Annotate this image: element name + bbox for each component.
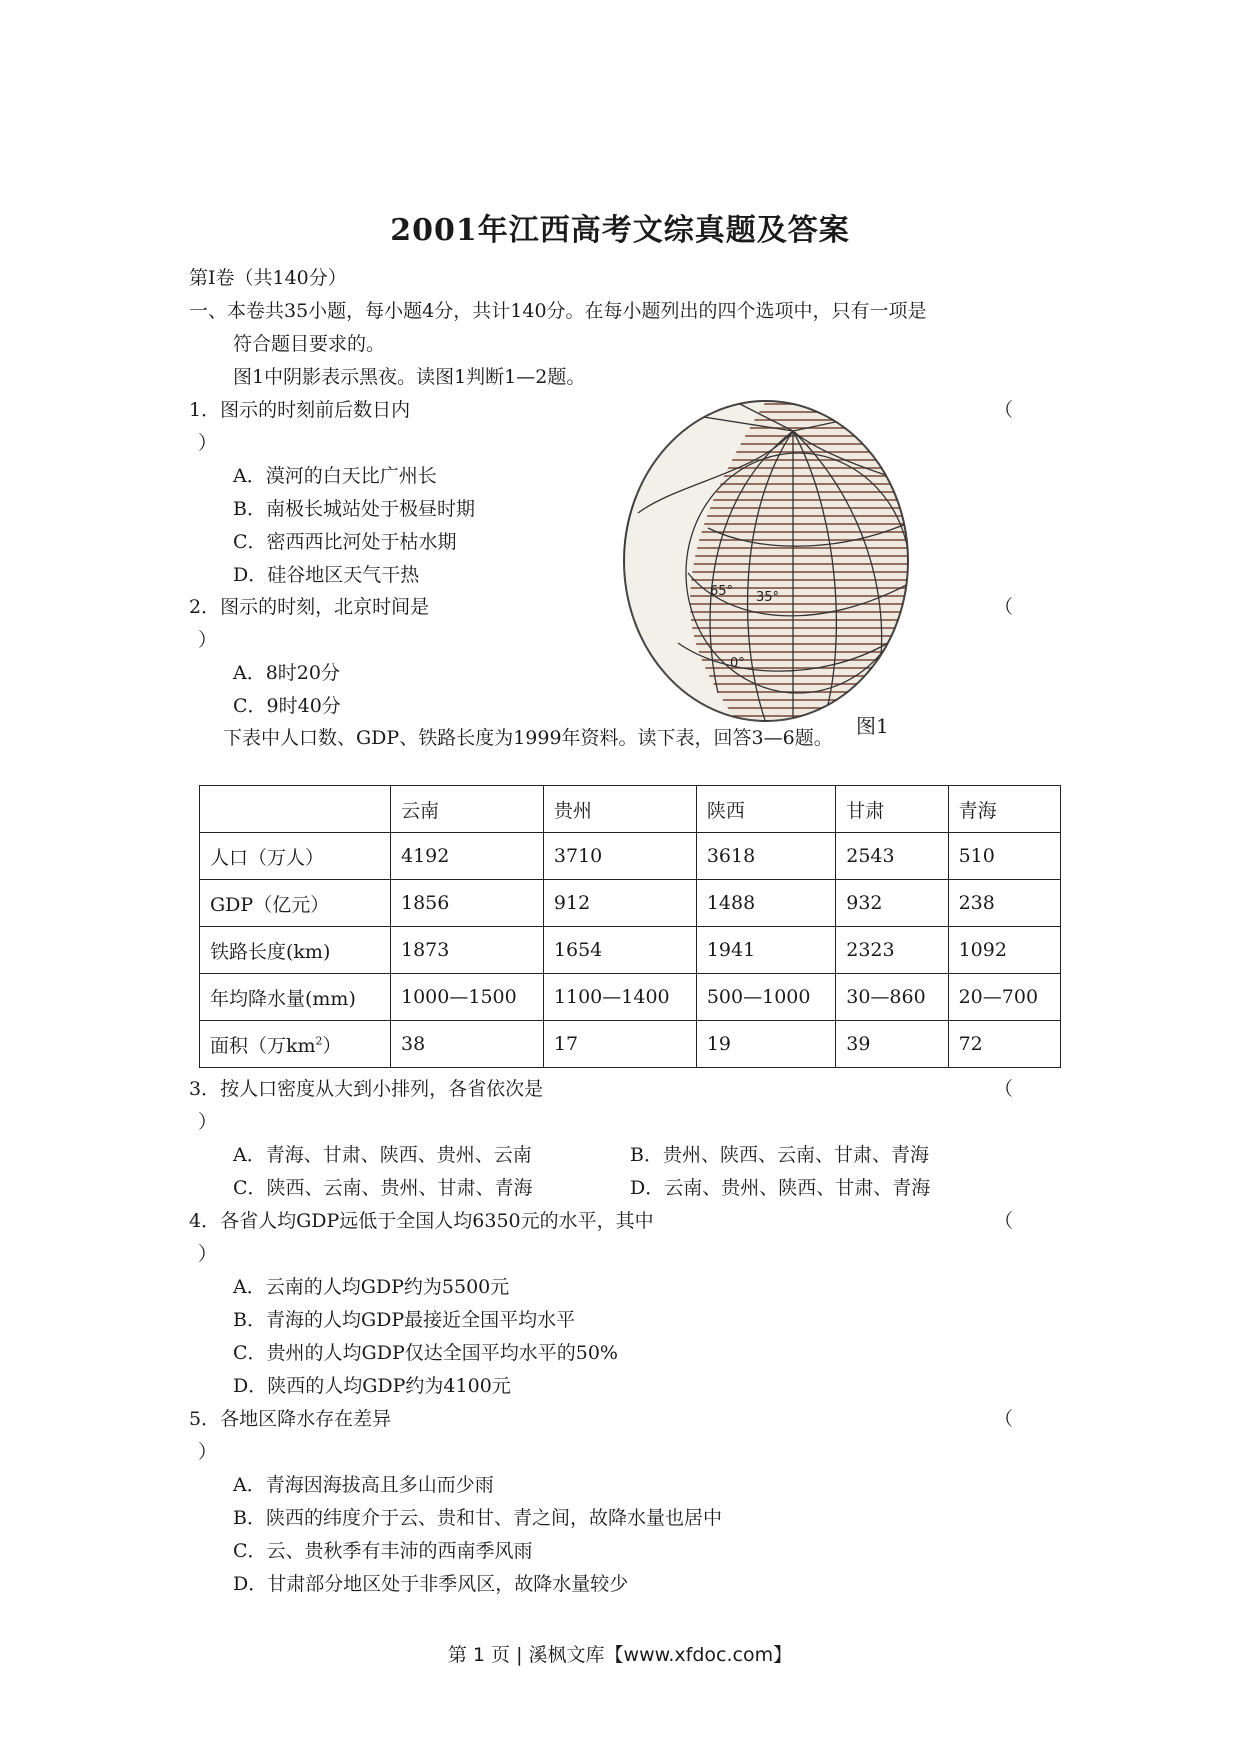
table-cell: 1000—1500 xyxy=(391,974,544,1021)
table-cell: 1941 xyxy=(696,927,835,974)
table-cell: 39 xyxy=(836,1021,948,1068)
q3-answer-paren-open: （ xyxy=(994,1078,1014,1100)
q5-option-d: D．甘肃部分地区处于非季风区，故降水量较少 xyxy=(233,1573,629,1595)
q4-option-c: C．贵州的人均GDP仅达全国平均水平的50% xyxy=(233,1342,618,1364)
area-label-close: ） xyxy=(322,1034,342,1057)
table-cell: 1100—1400 xyxy=(543,974,696,1021)
q5-option-b: B．陕西的纬度介于云、贵和甘、青之间，故降水量也居中 xyxy=(233,1507,722,1529)
q4-answer-paren-open: （ xyxy=(994,1210,1014,1232)
section-header: 第Ⅰ卷（共140分） xyxy=(189,267,347,289)
page-title: 2001年江西高考文综真题及答案 xyxy=(390,213,850,248)
q5-answer-paren-close: ） xyxy=(198,1441,218,1463)
q3-stem: 3．按人口密度从大到小排列，各省依次是 xyxy=(189,1078,544,1100)
table-cell: 20—700 xyxy=(948,974,1060,1021)
q3-option-b: B．贵州、陕西、云南、甘肃、青海 xyxy=(630,1144,929,1166)
q1-option-c: C．密西西比河处于枯水期 xyxy=(233,531,457,553)
table-cell xyxy=(200,1021,391,1068)
table-intro: 下表中人口数、GDP、铁路长度为1999年资料。读下表，回答3—6题。 xyxy=(223,727,833,749)
table-cell: 19 xyxy=(696,1021,835,1068)
table-cell: 4192 xyxy=(391,833,544,880)
q1-answer-paren-close: ） xyxy=(198,432,218,454)
q4-option-a: A．云南的人均GDP约为5500元 xyxy=(233,1276,510,1298)
table-row xyxy=(200,927,1061,974)
table-cell: 3710 xyxy=(543,833,696,880)
table-header-cell: 甘肃 xyxy=(836,786,948,833)
q3-option-d: D．云南、贵州、陕西、甘肃、青海 xyxy=(630,1177,931,1199)
table-header-cell: 贵州 xyxy=(543,786,696,833)
q5-stem: 5．各地区降水存在差异 xyxy=(189,1408,392,1430)
area-unit-superscript: 2 xyxy=(315,1034,323,1048)
q1-option-d: D．硅谷地区天气干热 xyxy=(233,564,420,586)
q5-answer-paren-open: （ xyxy=(994,1408,1014,1430)
figure-intro: 图1中阴影表示黑夜。读图1判断1—2题。 xyxy=(233,366,586,388)
table-row xyxy=(200,974,1061,1021)
instruction-line-1: 一、本卷共35小题，每小题4分，共计140分。在每小题列出的四个选项中，只有一项是 xyxy=(189,300,927,322)
table-row xyxy=(200,833,1061,880)
q4-stem: 4．各省人均GDP远低于全国人均6350元的水平，其中 xyxy=(189,1210,654,1232)
table-cell: 人口（万人） xyxy=(200,833,391,880)
figure-caption: 图1 xyxy=(856,714,889,738)
q2-option-c: C．9时40分 xyxy=(233,695,341,717)
table-cell: 2543 xyxy=(836,833,948,880)
q4-option-d: D．陕西的人均GDP约为4100元 xyxy=(233,1375,511,1397)
table-header-cell: 青海 xyxy=(948,786,1060,833)
table-row xyxy=(200,880,1061,927)
q3-option-a: A．青海、甘肃、陕西、贵州、云南 xyxy=(233,1144,532,1166)
table-header-cell: 云南 xyxy=(391,786,544,833)
label-0: 0° xyxy=(730,656,745,671)
label-35: 35° xyxy=(756,590,780,605)
q2-answer-paren-open: （ xyxy=(994,596,1014,618)
table-cell: 1092 xyxy=(948,927,1060,974)
province-data-table xyxy=(199,785,1061,1068)
q2-option-a: A．8时20分 xyxy=(233,662,340,684)
q2-answer-paren-close: ） xyxy=(198,629,218,651)
table-cell: 3618 xyxy=(696,833,835,880)
table-cell: 铁路长度(km) xyxy=(200,927,391,974)
table-cell: 1856 xyxy=(391,880,544,927)
table-cell: 932 xyxy=(836,880,948,927)
q3-option-c: C．陕西、云南、贵州、甘肃、青海 xyxy=(233,1177,533,1199)
table-cell: 30—860 xyxy=(836,974,948,1021)
instruction-line-2: 符合题目要求的。 xyxy=(233,333,386,355)
q1-stem: 1．图示的时刻前后数日内 xyxy=(189,399,411,421)
q2-stem: 2．图示的时刻，北京时间是 xyxy=(189,596,430,618)
table-cell: 912 xyxy=(543,880,696,927)
table-cell: 1873 xyxy=(391,927,544,974)
table-row xyxy=(200,1021,1061,1068)
table-cell: 72 xyxy=(948,1021,1060,1068)
q3-answer-paren-close: ） xyxy=(198,1111,218,1133)
table-cell: 1488 xyxy=(696,880,835,927)
table-cell: 238 xyxy=(948,880,1060,927)
table-header-cell xyxy=(200,786,391,833)
table-cell: 2323 xyxy=(836,927,948,974)
table-header-row xyxy=(200,786,1061,833)
label-65: 65° xyxy=(710,584,734,599)
table-cell: 年均降水量(mm) xyxy=(200,974,391,1021)
table-cell: 17 xyxy=(543,1021,696,1068)
page-footer: 第 1 页 | 溪枫文库【www.xfdoc.com】 xyxy=(447,1644,793,1666)
q1-option-b: B．南极长城站处于极昼时期 xyxy=(233,498,475,520)
q5-option-a: A．青海因海拔高且多山而少雨 xyxy=(233,1474,494,1496)
globe-figure xyxy=(618,393,914,723)
table-header-cell: 陕西 xyxy=(696,786,835,833)
q4-option-b: B．青海的人均GDP最接近全国平均水平 xyxy=(233,1309,576,1331)
q5-option-c: C．云、贵秋季有丰沛的西南季风雨 xyxy=(233,1540,533,1562)
table-cell: 38 xyxy=(391,1021,544,1068)
table-cell: 500—1000 xyxy=(696,974,835,1021)
q1-answer-paren-open: （ xyxy=(994,399,1014,421)
q4-answer-paren-close: ） xyxy=(198,1243,218,1265)
area-label: 面积（万km xyxy=(210,1034,316,1057)
table-cell: 1654 xyxy=(543,927,696,974)
q1-option-a: A．漠河的白天比广州长 xyxy=(233,465,437,487)
table-cell: 510 xyxy=(948,833,1060,880)
table-cell: GDP（亿元） xyxy=(200,880,391,927)
